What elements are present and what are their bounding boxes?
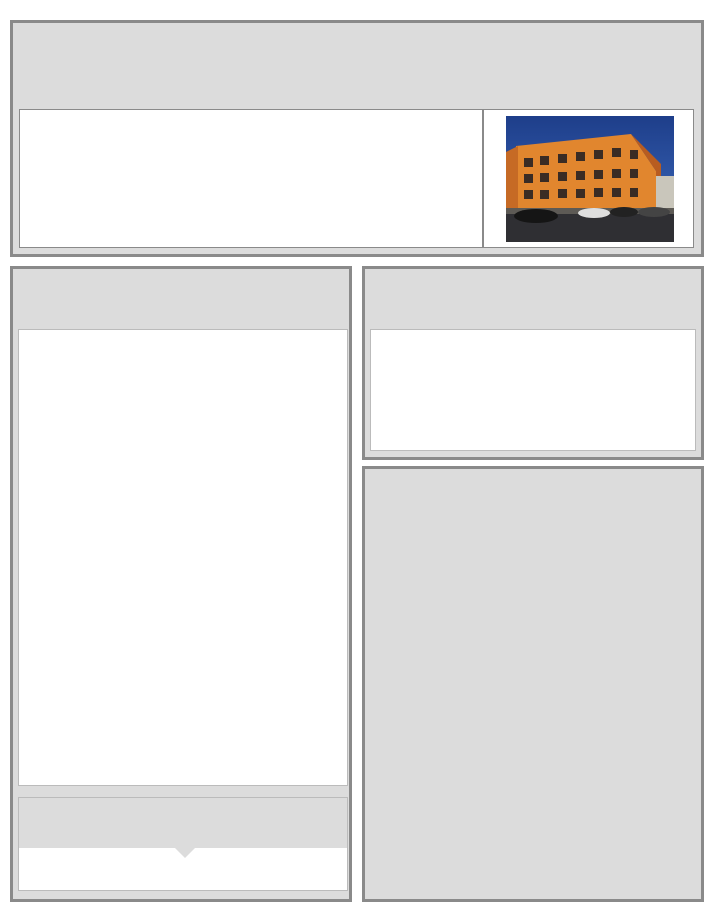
pie-chart — [580, 334, 692, 446]
requirement-header — [19, 798, 347, 848]
parcel-row — [38, 175, 124, 187]
energy-split-chart — [370, 329, 696, 451]
address-row — [38, 124, 124, 136]
energy-split-panel — [362, 266, 704, 460]
building-info — [19, 109, 483, 248]
building-photo-frame — [483, 109, 694, 248]
classification-panel — [10, 266, 352, 902]
header-panel — [10, 20, 704, 257]
postal-row — [38, 150, 124, 162]
building-photo — [506, 116, 674, 242]
requirement-box — [18, 797, 348, 891]
class-scale — [18, 329, 348, 786]
area-row — [38, 224, 42, 237]
legend-item — [379, 338, 391, 345]
building-type-row — [38, 200, 124, 212]
indicators-panel — [362, 466, 704, 902]
legend-swatch — [379, 354, 386, 361]
requirement-pointer — [174, 847, 196, 859]
legend-item — [379, 354, 391, 361]
legend-swatch — [379, 338, 386, 345]
